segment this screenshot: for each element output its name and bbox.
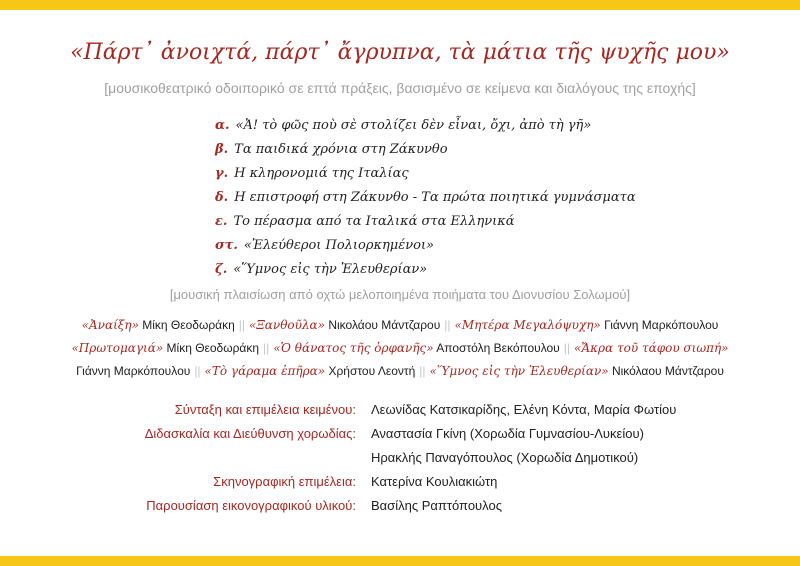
- act-number: α.: [215, 118, 230, 133]
- act-item: [215, 162, 775, 186]
- credit-names: Κατερίνα Κουλιακιώτη: [371, 474, 498, 489]
- page-subtitle: [μουσικοθεατρικό οδοιπορικό σε επτά πράξεις, βασισμένο σε κείμενα και διαλόγους της εποχής]: [104, 80, 696, 96]
- act-number: γ.: [215, 166, 229, 181]
- act-item: [215, 138, 775, 162]
- act-text: «Ἐλεύθεροι Πολιορκημένοι»: [243, 238, 435, 253]
- songs-line: [0, 314, 800, 337]
- song-title: «Ὕμνος εἰς τὴν Ἐλευθερίαν»: [429, 364, 609, 378]
- credit-role: Παρουσίαση εικονογραφικού υλικού:: [146, 498, 356, 513]
- song-title: «Τὸ γάραμα ἐπῆρα»: [204, 364, 326, 378]
- credit-names: Λεωνίδας Κατσικαρίδης, Ελένη Κόντα, Μαρία Φωτίου: [371, 402, 677, 417]
- song-composer: Μίκη Θεοδωράκη: [166, 341, 260, 355]
- separator: ||: [563, 341, 570, 355]
- song-title: «Ἄκρα τοῦ τάφου σιωπή»: [573, 341, 729, 355]
- song-composer: Γιάννη Μαρκόπουλου: [76, 364, 191, 378]
- page-title: «Πάρτ᾽ ἀνοιχτά, πάρτ᾽ ἄγρυπνα, τὰ μάτια τῆς ψυχῆς μου»: [70, 40, 730, 65]
- credit-names: Ηρακλής Παναγόπουλος (Χορωδία Δημοτικού): [371, 450, 639, 465]
- song-composer: Νικολάου Μάντζαρου: [328, 318, 441, 332]
- act-number: δ.: [215, 190, 229, 205]
- act-text: Η κληρονομιά της Ιταλίας: [234, 166, 409, 181]
- act-text: Τα παιδικά χρόνια στη Ζάκυνθο: [234, 142, 448, 157]
- separator: ||: [194, 364, 201, 378]
- top-yellow-bar: [0, 0, 800, 10]
- credit-row: [0, 422, 800, 446]
- separator: ||: [444, 318, 451, 332]
- song-title: «Πρωτομαγιά»: [71, 341, 164, 355]
- song-composer: Αποστόλη Βεκόπουλου: [436, 341, 560, 355]
- songs-line: [0, 337, 800, 360]
- act-number: ζ.: [215, 262, 228, 277]
- act-text: «Ὕμνος εἰς τὴν Ἐλευθερίαν»: [233, 262, 428, 277]
- act-number: β.: [215, 142, 229, 157]
- act-text: «Ἀ! τὸ φῶς ποὺ σὲ στολίζει δὲν εἶναι, ὄχι, ἀπὸ τὴ γῆ»: [235, 118, 592, 133]
- act-item: [215, 234, 775, 258]
- credit-role: Σκηνογραφική επιμέλεια:: [213, 474, 356, 489]
- music-subtitle: [μουσική πλαισίωση από οχτώ μελοποιημένα ποιήματα του Διονυσίου Σολωμού]: [169, 287, 631, 302]
- act-item: [215, 210, 775, 234]
- separator: ||: [263, 341, 270, 355]
- act-number: ε.: [215, 214, 228, 229]
- credit-row: [0, 446, 800, 470]
- song-composer: Μίκη Θεοδωράκη: [142, 318, 235, 332]
- act-item: [215, 186, 775, 210]
- act-item: [215, 114, 775, 138]
- credit-role: Σύνταξη και επιμέλεια κειμένου:: [174, 402, 356, 417]
- song-composer: Γιάννη Μαρκόπουλου: [604, 318, 719, 332]
- song-composer: Νικόλαου Μάντζαρου: [611, 364, 724, 378]
- acts-list: [215, 114, 775, 282]
- separator: ||: [238, 318, 246, 332]
- song-composer: Χρήστου Λεοντή: [328, 364, 416, 378]
- songs-line: [0, 360, 800, 383]
- credit-role: Διδασκαλία και Διεύθυνση χορωδίας:: [144, 426, 356, 441]
- credits-section: [0, 398, 800, 518]
- credit-row: [0, 398, 800, 422]
- song-title: «Ὁ θάνατος τῆς ὀρφανῆς»: [273, 341, 434, 355]
- credit-row: [0, 494, 800, 518]
- song-title: «Ἀναίξη»: [81, 318, 139, 332]
- song-title: «Μητέρα Μεγαλόψυχη»: [454, 318, 601, 332]
- act-text: Το πέρασμα από τα Ιταλικά στα Ελληνικά: [233, 214, 515, 229]
- separator: ||: [419, 364, 426, 378]
- credit-row: [0, 470, 800, 494]
- act-item: [215, 258, 775, 282]
- credit-names: Βασίλης Ραπτόπουλος: [371, 498, 502, 513]
- act-text: Η επιστροφή στη Ζάκυνθο - Τα πρώτα ποιητικά γυμνάσματα: [234, 190, 636, 205]
- act-number: στ.: [215, 238, 238, 253]
- song-title: «Ξανθοῦλα»: [249, 318, 325, 332]
- bottom-yellow-bar: [0, 556, 800, 566]
- credit-names: Αναστασία Γκίνη (Χορωδία Γυμνασίου-Λυκείου): [371, 426, 644, 441]
- songs-list: [0, 314, 800, 383]
